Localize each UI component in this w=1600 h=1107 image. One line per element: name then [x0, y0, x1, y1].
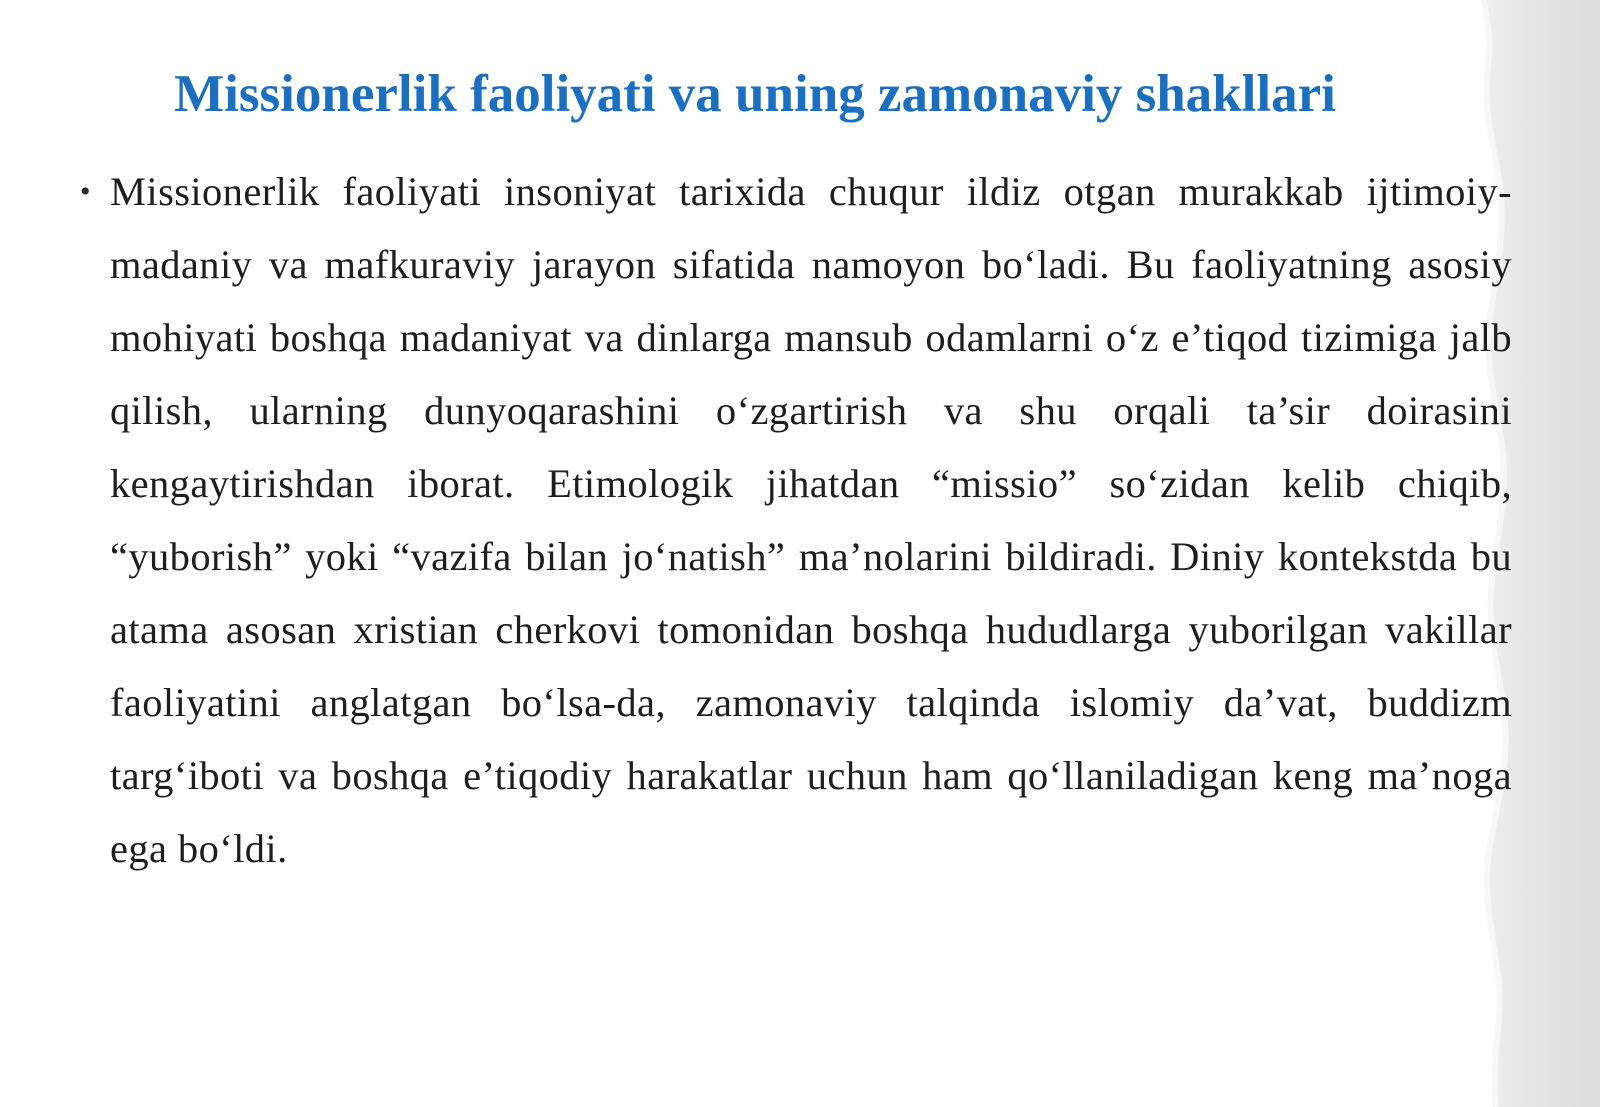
bullet-item: [74, 155, 1512, 885]
bullet-list: [74, 155, 1512, 885]
bullet-text: Missionerlik faoliyati insoniyat tarixida chuqur ildiz otgan murakkab ijtimoiy-madaniy va mafkuraviy jarayon sifatida namoyon bo‘ladi. Bu faoliyatning asosiy mohiyati boshqa madaniyat va dinlarga mansub odamlarni o‘z e’tiqod tizimiga jalb qilish, ularning dunyoqarashini o‘zgartirish va shu orqali ta’sir doirasini kengaytirishdan iborat. Etimologik jihatdan “missio” so‘zidan kelib chiqib, “yuborish” yoki “vazifa bilan jo‘natish” ma’nolarini bildiradi. Diniy kontekstda bu atama asosan xristian cherkovi tomonidan boshqa hududlarga yuborilgan vakillar faoliyatini anglatgan bo‘lsa-da, zamonaviy talqinda islomiy da’vat, buddizm targ‘iboti va boshqa e’tiqodiy harakatlar uchun ham qo‘llaniladigan keng ma’noga ega bo‘ldi.: [110, 169, 1512, 871]
bullet-marker: •: [80, 175, 91, 208]
slide-title: Missionerlik faoliyati va uning zamonaviy shakllari: [174, 65, 1336, 123]
